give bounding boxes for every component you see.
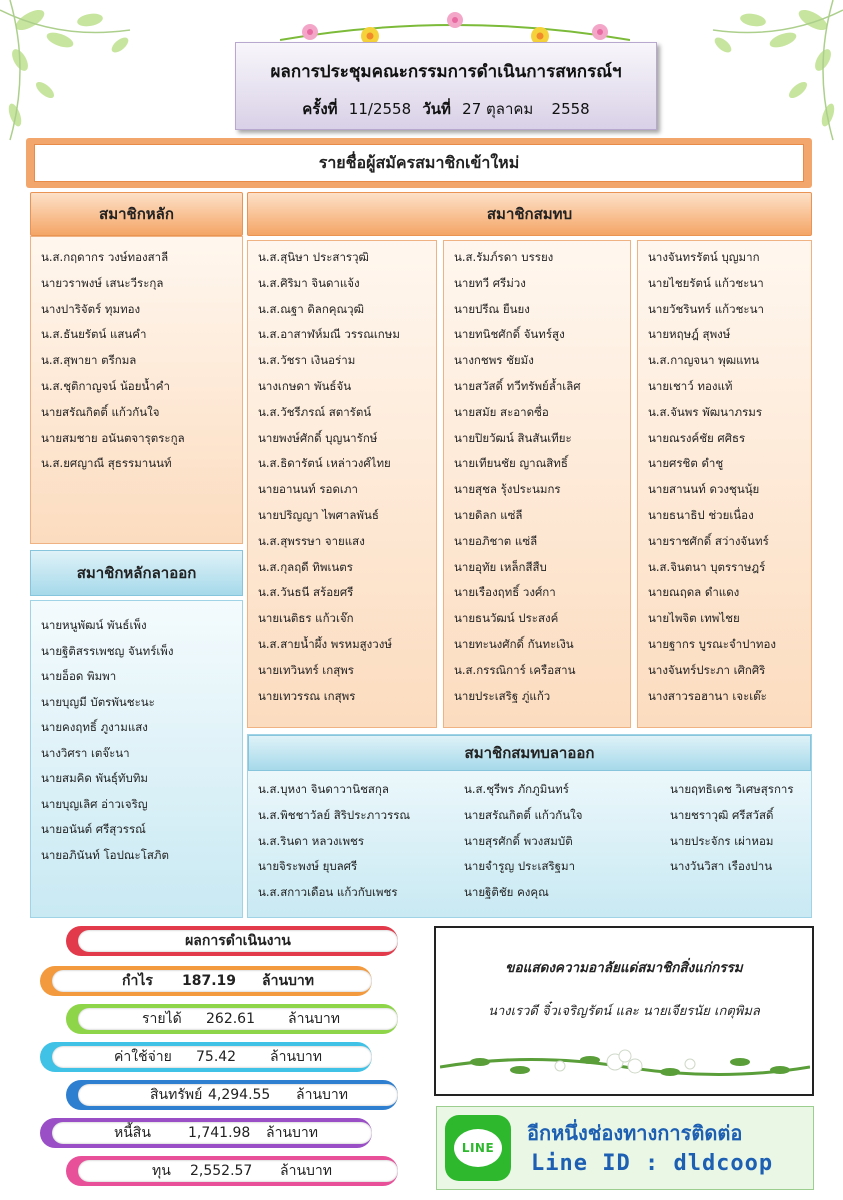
member-name: นายชราวุฒิ ศรีสวัสดิ์ xyxy=(670,807,774,822)
resign-main-list xyxy=(31,613,242,868)
member-name: นายบุญมี บัตรพันชะนะ xyxy=(41,694,155,709)
contact-heading: อีกหนึ่งช่องทางการติดต่อ xyxy=(527,1121,743,1145)
associate-members-header: สมาชิกสมทบ xyxy=(247,192,812,236)
member-name: นายจำรูญ ประเสริฐมา xyxy=(464,859,576,874)
resign-associate-list-2 xyxy=(454,777,660,906)
result-bar xyxy=(40,1118,372,1148)
member-name: นายสานนท์ ดวงชุนนุ้ย xyxy=(648,482,760,497)
member-name: น.ส.กฤดากร วงษ์ทองสาลี xyxy=(41,250,169,264)
member-name: นายสุชล รุ้งประนมกร xyxy=(454,482,561,497)
condolence-title: ขอแสดงความอาลัยแด่สมาชิกสิ่งแก่กรรม xyxy=(505,960,743,976)
member-name: นางวันวิสา เรืองปาน xyxy=(670,859,773,874)
member-name: นายอภิชาต แซ่ลี xyxy=(454,533,538,548)
associate-col-1 xyxy=(247,240,437,728)
member-name: นางปาริจัตร์ ทุมทอง xyxy=(41,301,141,316)
associate-members-box xyxy=(247,192,812,732)
member-name: นายปริญญา ไพศาลพันธ์ xyxy=(258,507,379,522)
results-title-bar xyxy=(66,926,398,956)
member-name: นางวิศรา เตจ๊ะนา xyxy=(41,745,130,760)
leaf-decoration-left xyxy=(0,0,200,150)
member-name: นางกชพร ชัยมัง xyxy=(454,353,534,368)
member-name: นายสมชาย อนันตจารุตระกูล xyxy=(41,430,185,445)
member-name: นายฐิติชัย คงคุณ xyxy=(464,885,549,900)
member-name: นายวราพงษ์ เสนะวีระกุล xyxy=(41,275,164,290)
result-label: สินทรัพย์ xyxy=(150,1087,203,1103)
result-label: รายได้ xyxy=(142,1011,182,1027)
associate-list-2 xyxy=(444,245,630,709)
meeting-info xyxy=(236,97,656,121)
member-name: น.ส.อาสาฬห์มณี วรรณเกษม xyxy=(258,327,400,342)
member-name: น.ส.บุหงา จินดาวานิชสกุล xyxy=(258,782,389,796)
result-bar-inner xyxy=(78,1160,398,1182)
result-value: 2,552.57 xyxy=(190,1163,253,1179)
member-name: น.ส.วัชรีภรณ์ สตารัตน์ xyxy=(258,404,372,419)
main-members-header: สมาชิกหลัก xyxy=(30,192,243,236)
meeting-no-label: ครั้งที่ xyxy=(302,100,338,118)
member-name: น.ส.สุพรรษา จายแสง xyxy=(258,533,365,548)
member-name: นายฐากร บูรณะจำปาทอง xyxy=(648,636,777,651)
member-name: นายสมคิด พันธุ์ทับทิม xyxy=(41,771,148,785)
resign-associate-header: สมาชิกสมทบลาออก xyxy=(248,735,811,771)
line-logo-icon[interactable] xyxy=(445,1115,511,1181)
member-name: นายณฤดล ดำแดง xyxy=(648,585,740,600)
resign-main-header: สมาชิกหลักลาออก xyxy=(30,550,243,596)
page-title: ผลการประชุมคณะกรรมการดำเนินการสหกรณ์ฯ xyxy=(270,62,622,82)
member-name: น.ส.สุนิษา ประสารวุฒิ xyxy=(258,250,369,264)
member-name: นายอุทัย เหล็กสีสืบ xyxy=(454,559,547,574)
member-name: นายสรัณกิตติ์ แก้วกันใจ xyxy=(41,404,160,419)
resign-main-body xyxy=(30,600,243,918)
member-name: น.ส.จันพร พัฒนาภรมร xyxy=(648,404,763,419)
member-name: น.ส.วัชรา เงินอร่าม xyxy=(258,353,356,368)
result-unit: ล้านบาท xyxy=(262,973,314,989)
condolence-names: นางเรวดี จิ๋วเจริญรัตน์ และ นายเจียรนัย เกตุพิมล xyxy=(488,1004,760,1019)
member-name: นายฐิติสรรเพชญ จันทร์เพ็ง xyxy=(41,643,174,658)
result-bar-inner xyxy=(78,1084,398,1106)
member-name: น.ส.กุลฤดี ทิพเนตร xyxy=(258,559,353,574)
member-name: นางจันทร์ประภา เศิกศิริ xyxy=(648,662,766,677)
member-name: นายวัชรินทร์ แก้วชะนา xyxy=(648,301,764,316)
member-name: น.ส.รินดา หลวงเพชร xyxy=(258,833,365,848)
result-label: กำไร xyxy=(122,973,153,989)
member-name: นายอ็อด พิมพา xyxy=(41,669,117,683)
member-name: นายหนูพัฒน์ พันธ์เพ็ง xyxy=(41,618,147,632)
condolence-box xyxy=(434,926,814,1096)
meeting-date: 27 ตุลาคม xyxy=(462,100,534,118)
line-logo-text: LINE xyxy=(454,1129,502,1167)
member-name: นายราชศักดิ์ สว่างจันทร์ xyxy=(648,533,769,548)
resign-associate-list-1 xyxy=(248,777,454,906)
meeting-no: 11/2558 xyxy=(348,100,412,118)
member-name: น.ส.ยศญาณี สุธรรมานนท์ xyxy=(41,456,172,471)
member-name: น.ส.วันธนี สร้อยศรี xyxy=(258,585,354,600)
result-label: หนี้สิน xyxy=(114,1125,151,1141)
member-name: น.ส.สุพายา ตรีกมล xyxy=(41,353,137,368)
associate-col-2 xyxy=(443,240,631,728)
member-name: นายอภินันท์ โอปณะโสภิต xyxy=(41,847,169,862)
member-name: น.ส.กรรณิการ์ เครือสาน xyxy=(454,662,576,677)
member-name: นายอนันต์ ศรีสุวรรณ์ xyxy=(41,822,146,836)
associate-col-3 xyxy=(637,240,812,728)
member-name: น.ส.ชุติกาญจน์ น้อยน้ำคำ xyxy=(41,378,170,393)
member-name: นายเทียนชัย ญาณสิทธิ์ xyxy=(454,456,568,471)
member-name: นางเกษดา พันธ์จัน xyxy=(258,378,352,393)
main-members-box xyxy=(30,192,243,544)
line-contact-box xyxy=(436,1106,814,1190)
member-name: น.ส.ศิริมา จินดาแจ้ง xyxy=(258,275,360,290)
member-name: นายสรัณกิตติ์ แก้วกันใจ xyxy=(464,807,583,822)
member-name: น.ส.สายน้ำผึ้ง พรหมสูงวงษ์ xyxy=(258,636,392,651)
result-value: 4,294.55 xyxy=(208,1087,271,1103)
result-bar xyxy=(66,1156,398,1186)
member-name: นายเทวรรณ เกสุพร xyxy=(258,688,356,703)
resign-main-box xyxy=(30,550,243,918)
new-members-banner xyxy=(26,138,812,188)
member-name: น.ส.กาญจนา พุฒแทน xyxy=(648,353,759,368)
member-name: นายคงฤทธิ์ ภูงามแสง xyxy=(41,720,148,734)
main-members-list xyxy=(31,245,242,477)
result-label: ค่าใช้จ่าย xyxy=(114,1049,172,1065)
results-title: ผลการดำเนินงาน xyxy=(78,930,398,952)
new-members-banner-title: รายชื่อผู้สมัครสมาชิกเข้าใหม่ xyxy=(34,144,804,182)
member-name: นายอานนท์ รอดเภา xyxy=(258,482,358,497)
meeting-year: 2558 xyxy=(551,100,590,118)
result-value: 1,741.98 xyxy=(188,1125,251,1141)
member-name: นายดิลก แซ่ลี xyxy=(454,507,523,522)
member-name: นางจันทรรัตน์ บุญมาก xyxy=(648,250,760,264)
member-name: นายทนิชศักดิ์ จันทร์สูง xyxy=(454,327,565,342)
member-name: น.ส.รัมภ์รดา บรรยง xyxy=(454,250,554,264)
member-name: นายทะนงศักดิ์ กันทะเงิน xyxy=(454,636,574,651)
member-name: น.ส.ธิดารัตน์ เหล่าวงศ์ไทย xyxy=(258,456,391,471)
member-name: นายประจักร เผ่าหอม xyxy=(670,833,774,848)
member-name: นายหฤษฎ์ สุพงษ์ xyxy=(648,327,731,342)
result-bar-inner xyxy=(78,1008,398,1030)
member-name: นายปิยวัฒน์ สินสันเทียะ xyxy=(454,430,572,445)
member-name: นายธนาธิป ช่วยเนื่อง xyxy=(648,507,754,522)
member-name: นายไชยรัตน์ แก้วชะนา xyxy=(648,275,764,290)
result-unit: ล้านบาท xyxy=(296,1087,348,1103)
member-name: นายศรชิต ดำชู xyxy=(648,456,724,471)
resign-associate-list-3 xyxy=(660,777,810,906)
result-value: 75.42 xyxy=(196,1049,237,1065)
result-label: ทุน xyxy=(152,1163,171,1179)
result-bar xyxy=(66,1080,398,1110)
main-members-body xyxy=(30,236,243,544)
associate-list-3 xyxy=(638,245,811,709)
member-name: นายณรงค์ชัย ศศิธร xyxy=(648,430,746,445)
resign-associate-box xyxy=(247,734,812,918)
member-name: นายพงษ์ศักดิ์ บุญนารักษ์ xyxy=(258,430,378,445)
member-name: นายเทวินทร์ เกสุพร xyxy=(258,662,354,677)
member-name: นายจิระพงษ์ ยุบลศรี xyxy=(258,859,358,874)
member-name: นายทวี ศรีม่วง xyxy=(454,275,526,290)
member-name: นายธนวัฒน์ ประสงค์ xyxy=(454,611,559,626)
meeting-title-box xyxy=(235,42,657,130)
member-name: น.ส.พิชชาวัลย์ สิริประภาวรรณ xyxy=(258,807,411,822)
result-bar-inner xyxy=(52,1122,372,1144)
date-label: วันที่ xyxy=(422,100,451,118)
leaf-decoration-right xyxy=(643,0,843,150)
member-name: นายปรีณ ยืนยง xyxy=(454,301,530,316)
member-name: นายเชาว์ ทองแท้ xyxy=(648,378,733,393)
associate-list-1 xyxy=(248,245,436,709)
result-unit: ล้านบาท xyxy=(288,1011,340,1027)
member-name: นายสุรศักดิ์ พวงสมบัติ xyxy=(464,833,573,848)
member-name: นายเรืองฤทธิ์ วงศ์กา xyxy=(454,585,556,600)
result-bar xyxy=(40,966,372,996)
member-name: นายเนติธร แก้วเจ๊ก xyxy=(258,611,354,626)
member-name: นายฤทธิเดช วิเศษสุรการ xyxy=(670,782,794,796)
result-value: 262.61 xyxy=(206,1011,255,1027)
member-name: นางสาวรอฮานา เจะเต๊ะ xyxy=(648,688,767,703)
member-name: น.ส.ชุรีพร ภักภูมินทร์ xyxy=(464,782,569,796)
member-name: นายสมัย สะอาดซื่อ xyxy=(454,404,549,419)
result-unit: ล้านบาท xyxy=(280,1163,332,1179)
result-bar-inner xyxy=(52,970,372,992)
flower-border-icon xyxy=(440,1042,810,1082)
result-unit: ล้านบาท xyxy=(270,1049,322,1065)
member-name: น.ส.จินตนา บุตรราษฎร์ xyxy=(648,559,766,574)
result-bar-inner xyxy=(52,1046,372,1068)
member-name: น.ส.ณฐา ดิลกคุณวุฒิ xyxy=(258,301,365,316)
member-name: นายไพจิต เทพไชย xyxy=(648,611,740,626)
member-name: นายประเสริฐ ภู่แก้ว xyxy=(454,688,551,703)
member-name: นายบุญเลิศ อ่าวเจริญ xyxy=(41,796,148,811)
result-bar xyxy=(66,1004,398,1034)
line-id[interactable]: Line ID : dldcoop xyxy=(531,1151,774,1176)
member-name: นายสวัสดิ์ ทวีทรัพย์ล้ำเลิศ xyxy=(454,378,581,393)
result-unit: ล้านบาท xyxy=(266,1125,318,1141)
member-name: น.ส.สกาวเดือน แก้วกับเพชร xyxy=(258,885,398,900)
result-value: 187.19 xyxy=(182,973,237,989)
member-name: น.ส.ธันยรัตน์ แสนคำ xyxy=(41,327,147,342)
result-bar xyxy=(40,1042,372,1072)
